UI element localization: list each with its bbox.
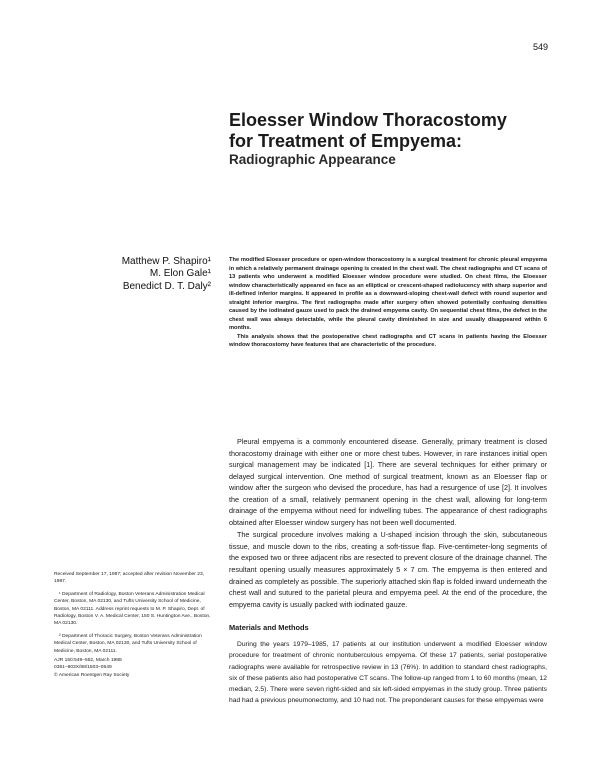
affiliation-note: ² Department of Thoracic Surgery, Boston Veterans Administration Medical Center, Boston, MA 02130, and Tufts University School of Medicine, Boston, MA 02111. [54,633,202,654]
page-number: 549 [532,42,548,52]
abstract-paragraph: The modified Eloesser procedure or open-window thoracostomy is a surgical treatment for chronic pleural empyema in which a relatively permanent drainage opening is created in the chest wall. The chest radiographs and CT scans of 13 patients who underwent a modified Eloesser window procedure were studied. On chest films, the Eloesser window characteristically appeared en face as an elliptical or crescent-shaped radiolucency with sharp superior and ill-defined inferior margins. It appeared in profile as a downward-sloping chest-wall defect with round superior and straight inferior margins. The first radiographs made after surgery often showed potentially confusing densities caused by the iodinated gauze used to pack the drained empyema cavity. On sequential chest films, the defect in the chest wall was always detectable, while the pleural cavity diminished in size and usually disappeared within 6 months. [229,257,547,331]
issn-note: 0361–803X/88/1503–0549 [54,665,112,671]
author-name: Benedict D. T. Daly² [122,280,211,292]
article-title [229,110,569,152]
article-title-line-2: for Treatment of Empyema: [229,131,463,151]
body-paragraph: During the years 1979–1985, 17 patients at our institution underwent a modified Eloesser window procedure for treatment of chronic nontuberculous empyema. Of these 17 patients, serial postoperative radiographs were available for retrospective review in 13 (76%). In addition to standard chest radiographs, six of these patients also had postoperative CT scans. The follow-up ranged from 1 to 60 months (mean, 12 median, 2.5). There were seven right-sided and six left-sided empyemas in the study group. Three patients had had a previous pneumonectomy, and 10 had not. The preponderant causes for these empyemas were [229,641,547,705]
journal-citation: AJR 150:549–552, March 1988 [54,658,122,664]
body-paragraph: Pleural empyema is a commonly encountered disease. Generally, primary treatment is closed thoracostomy drainage with either one or more chest tubes. However, in rare instances initial open surgical management may be indicated [1]. There are several techniques for either primary or delayed surgical intervention. One method of surgical treatment, known as an Eloesser flap or window after the surgeon who devised the procedure, has had a resurgence of use [2]. It involves the creation of a small, relatively permanent opening in the chest wall, allowing for long-term drainage of the empyema without need for indwelling tubes. The appearance of chest radiographs obtained after Eloesser window surgery has not been well documented. [229,437,547,527]
affiliation-note: ¹ Department of Radiology, Boston Veterans Administration Medical Center, Boston, MA 02130, and Tufts University School of Medicine, Boston, MA 02111. Address reprint requests to M. P. Shapiro, Dept. of Radiology, Boston V. A. Medical Center, 150 S. Huntington Ave., Boston, MA 02130. [54,591,211,627]
article-subtitle: Radiographic Appearance [229,152,396,167]
author-list [100,256,211,293]
footnotes [54,571,211,679]
abstract [229,256,547,350]
author-name: Matthew P. Shapiro¹ [121,256,211,267]
article-body [229,436,547,706]
section-heading: Materials and Methods [229,623,309,633]
received-date-note: Received September 17, 1987; accepted after revision November 23, 1987. [54,572,205,585]
author-name: M. Elon Gale¹ [149,268,211,280]
abstract-paragraph: This analysis shows that the postoperative chest radiographs and CT scans in patients having the Eloesser window thoracostomy have features that are characteristic of the procedure. [229,333,547,348]
body-paragraph: The surgical procedure involves making a U-shaped incision through the skin, subcutaneous tissue, and muscle down to the ribs, creating a soft-tissue flap. Five-centimeter-long segments of the exposed two or three adjacent ribs are resected to prevent closure of the drainage channel. The resultant opening usually measures approximately 5 × 7 cm. The empyema is then entered and drained as completely as possible. The superiorly attached skin flap is folded inward underneath the chest wall and sutured to the parietal pleura and empyema peel. At the end of the procedure, the empyema cavity is usually packed with iodinated gauze. [229,530,547,609]
article-title-line-1: Eloesser Window Thoracostomy [229,110,507,130]
copyright-note: © American Roentgen Ray Society [54,672,130,678]
